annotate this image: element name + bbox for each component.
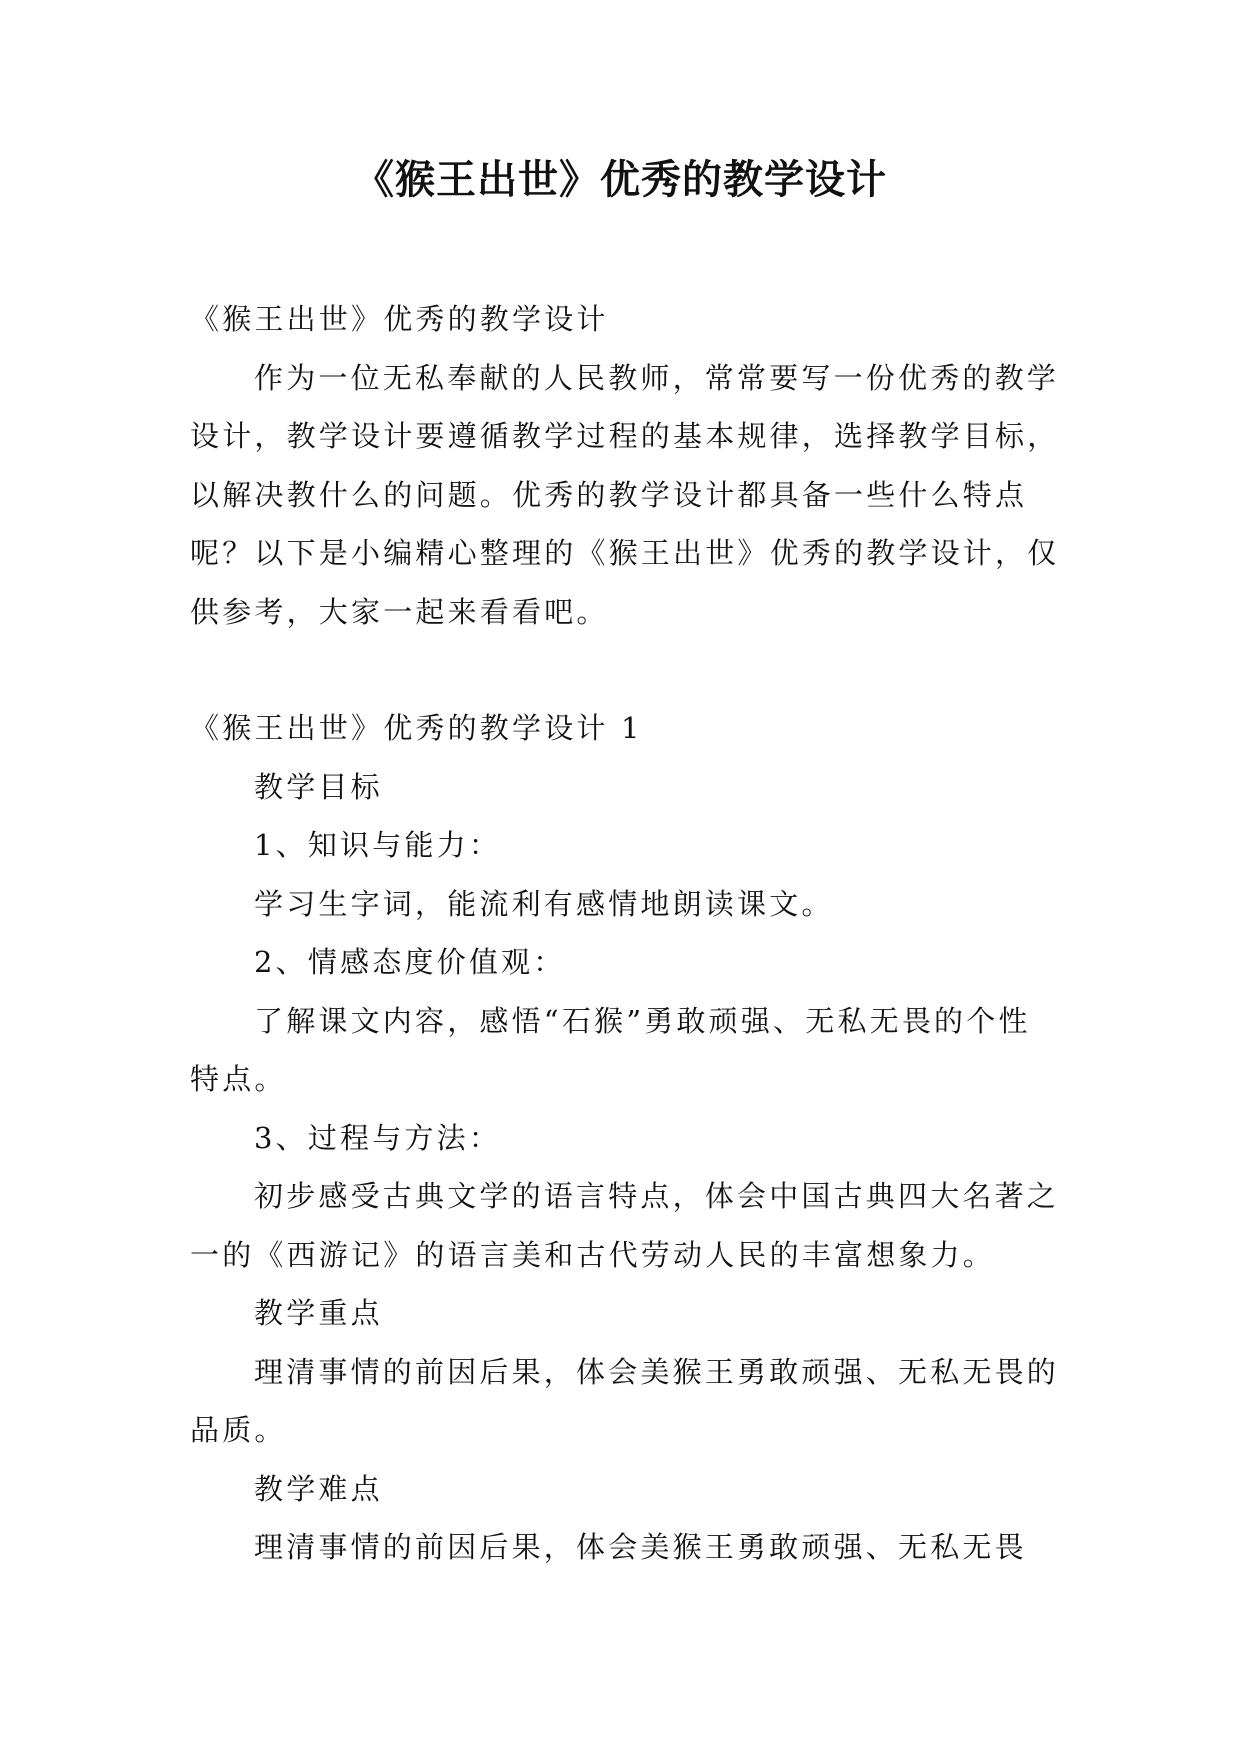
goal-3-text: 初步感受古典文学的语言特点，体会中国古典四大名著之一的《西游记》的语言美和古代劳动人民的丰富想象力。 bbox=[190, 1179, 1060, 1272]
goal-2-heading: 2、情感态度价值观： bbox=[254, 945, 566, 979]
goal-1-heading: 1、知识与能力： bbox=[254, 828, 502, 862]
intro-paragraph: 作为一位无私奉献的人民教师，常常要写一份优秀的教学设计，教学设计要遵循教学过程的基本规律，选择教学目标，以解决教什么的问题。优秀的教学设计都具备一些什么特点呢？以下是小编精心整理的《猴王出世》优秀的教学设计，仅供参考，大家一起来看看吧。 bbox=[190, 360, 1060, 629]
key-points-heading: 教学重点 bbox=[254, 1296, 383, 1330]
difficulties-heading: 教学难点 bbox=[254, 1471, 383, 1506]
key-points-text: 理清事情的前因后果，体会美猴王勇敢顽强、无私无畏的品质。 bbox=[190, 1354, 1060, 1447]
section-heading: 《猴王出世》优秀的教学设计 1 bbox=[190, 711, 643, 745]
goal-3-heading: 3、过程与方法： bbox=[254, 1120, 502, 1155]
teaching-goals-heading: 教学目标 bbox=[254, 769, 383, 804]
subtitle-paragraph: 《猴王出世》优秀的教学设计 bbox=[190, 302, 609, 336]
document-body bbox=[190, 290, 1060, 1577]
difficulties-text: 理清事情的前因后果，体会美猴王勇敢顽强、无私无畏 bbox=[254, 1530, 1027, 1564]
document-title: 《猴王出世》优秀的教学设计 bbox=[354, 157, 887, 203]
goal-1-text: 学习生字词，能流利有感情地朗读课文。 bbox=[254, 886, 834, 921]
goal-2-text: 了解课文内容，感悟“石猴”勇敢顽强、无私无畏的个性特点。 bbox=[190, 1003, 1031, 1096]
